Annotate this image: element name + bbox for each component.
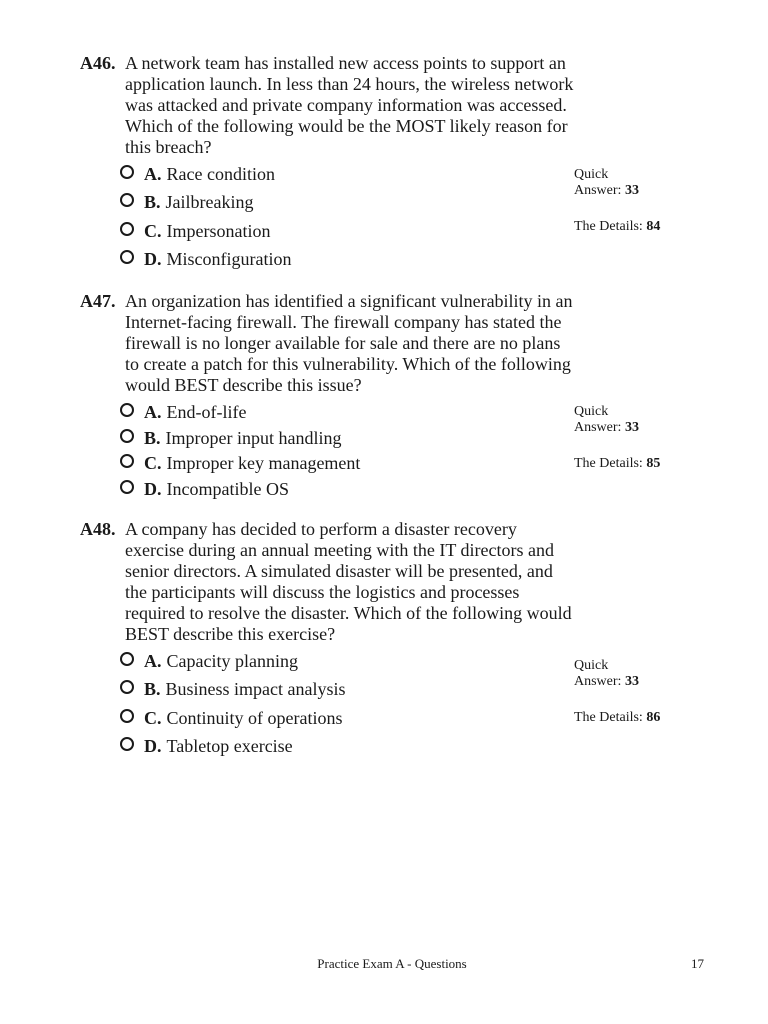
option-letter: C.	[144, 707, 162, 728]
details-reference	[574, 456, 704, 472]
question-a47	[80, 291, 700, 504]
answer-option-d[interactable]	[120, 736, 560, 764]
radio-circle-icon[interactable]	[120, 193, 134, 207]
answer-option-b[interactable]	[120, 679, 560, 707]
answer-page-link[interactable]: 33	[624, 183, 639, 198]
answer-option-d[interactable]	[120, 249, 560, 277]
answer-label: Answer:	[574, 183, 622, 198]
footer-section-title: Practice Exam A - Questions	[317, 956, 467, 971]
radio-circle-icon[interactable]	[120, 250, 134, 264]
radio-circle-icon[interactable]	[120, 680, 134, 694]
question-stem	[80, 291, 575, 396]
answer-option-b[interactable]	[120, 428, 560, 454]
option-text: End-of-life	[166, 402, 247, 422]
answer-option-b[interactable]	[120, 192, 560, 220]
option-text: Capacity planning	[166, 651, 298, 671]
option-text: Improper input handling	[165, 427, 342, 448]
option-text: Incompatible OS	[166, 478, 289, 499]
details-reference	[574, 710, 704, 726]
answer-reference	[574, 404, 704, 472]
question-text: An organization has identified a significant vulnerability in an Internet-facing firewall. The firewall company has stated the firewall is no longer available for sale and there are no plans to create a patch for this vulnerability. Which of the following would BEST describe this issue?	[125, 291, 573, 395]
details-page-link[interactable]: 86	[646, 710, 661, 725]
radio-circle-icon[interactable]	[120, 652, 134, 666]
question-number: A47.	[80, 291, 116, 311]
option-text: Impersonation	[166, 220, 271, 241]
question-number: A46.	[80, 53, 116, 73]
details-page-link[interactable]: 84	[646, 219, 661, 234]
details-page-link[interactable]: 85	[646, 456, 661, 471]
answer-option-c[interactable]	[120, 708, 560, 736]
answer-option-a[interactable]	[120, 164, 560, 192]
details-label: The Details:	[574, 219, 643, 234]
option-letter: C.	[144, 453, 162, 473]
radio-circle-icon[interactable]	[120, 403, 134, 417]
quick-label: Quick	[574, 404, 609, 419]
quick-label: Quick	[574, 167, 609, 182]
answer-page-link[interactable]: 33	[624, 674, 639, 689]
question-stem	[80, 53, 575, 158]
answer-page-link[interactable]: 33	[624, 420, 639, 435]
answer-label: Answer:	[574, 420, 622, 435]
answer-option-a[interactable]	[120, 402, 560, 428]
quick-label: Quick	[574, 658, 609, 673]
question-number: A48.	[80, 519, 116, 539]
option-letter: B.	[144, 192, 161, 213]
option-letter: D.	[144, 248, 162, 269]
option-text: Tabletop exercise	[166, 735, 293, 756]
question-text: A company has decided to perform a disaster recovery exercise during an annual meeting with the IT directors and senior directors. A simulated disaster will be presented, and the participants will discuss the logistics and processes required to resolve the disaster. Which of the following would BEST describe this exercise?	[125, 519, 572, 644]
answer-option-c[interactable]	[120, 453, 560, 479]
radio-circle-icon[interactable]	[120, 480, 134, 494]
radio-circle-icon[interactable]	[120, 454, 134, 468]
question-stem	[80, 519, 575, 645]
option-text: Jailbreaking	[165, 192, 254, 213]
option-letter: D.	[144, 735, 162, 756]
answer-option-c[interactable]	[120, 221, 560, 249]
radio-circle-icon[interactable]	[120, 222, 134, 236]
option-text: Improper key management	[166, 453, 361, 473]
details-label: The Details:	[574, 710, 643, 725]
answer-options	[80, 402, 560, 504]
option-letter: A.	[144, 651, 162, 671]
details-reference	[574, 219, 704, 235]
option-letter: A.	[144, 402, 162, 422]
question-a48	[80, 519, 700, 764]
option-letter: B.	[144, 427, 161, 448]
option-letter: C.	[144, 220, 162, 241]
question-text: A network team has installed new access points to support an application launch. In less than 24 hours, the wireless network was attacked and private company information was accessed. Which of the following would be the MOST likely reason for this breach?	[125, 53, 574, 157]
answer-option-a[interactable]	[120, 651, 560, 679]
page-number: 17	[691, 956, 704, 971]
radio-circle-icon[interactable]	[120, 737, 134, 751]
radio-circle-icon[interactable]	[120, 429, 134, 443]
answer-reference	[574, 658, 704, 726]
option-letter: A.	[144, 164, 162, 184]
radio-circle-icon[interactable]	[120, 709, 134, 723]
answer-label: Answer:	[574, 674, 622, 689]
option-letter: B.	[144, 679, 161, 700]
radio-circle-icon[interactable]	[120, 165, 134, 179]
answer-options	[80, 164, 560, 277]
answer-option-d[interactable]	[120, 479, 560, 505]
question-a46	[80, 53, 700, 277]
option-text: Misconfiguration	[166, 248, 292, 269]
details-label: The Details:	[574, 456, 643, 471]
option-letter: D.	[144, 478, 162, 499]
option-text: Race condition	[166, 164, 275, 184]
option-text: Continuity of operations	[166, 707, 343, 728]
option-text: Business impact analysis	[165, 679, 346, 700]
answer-reference	[574, 167, 704, 235]
answer-options	[80, 651, 560, 764]
